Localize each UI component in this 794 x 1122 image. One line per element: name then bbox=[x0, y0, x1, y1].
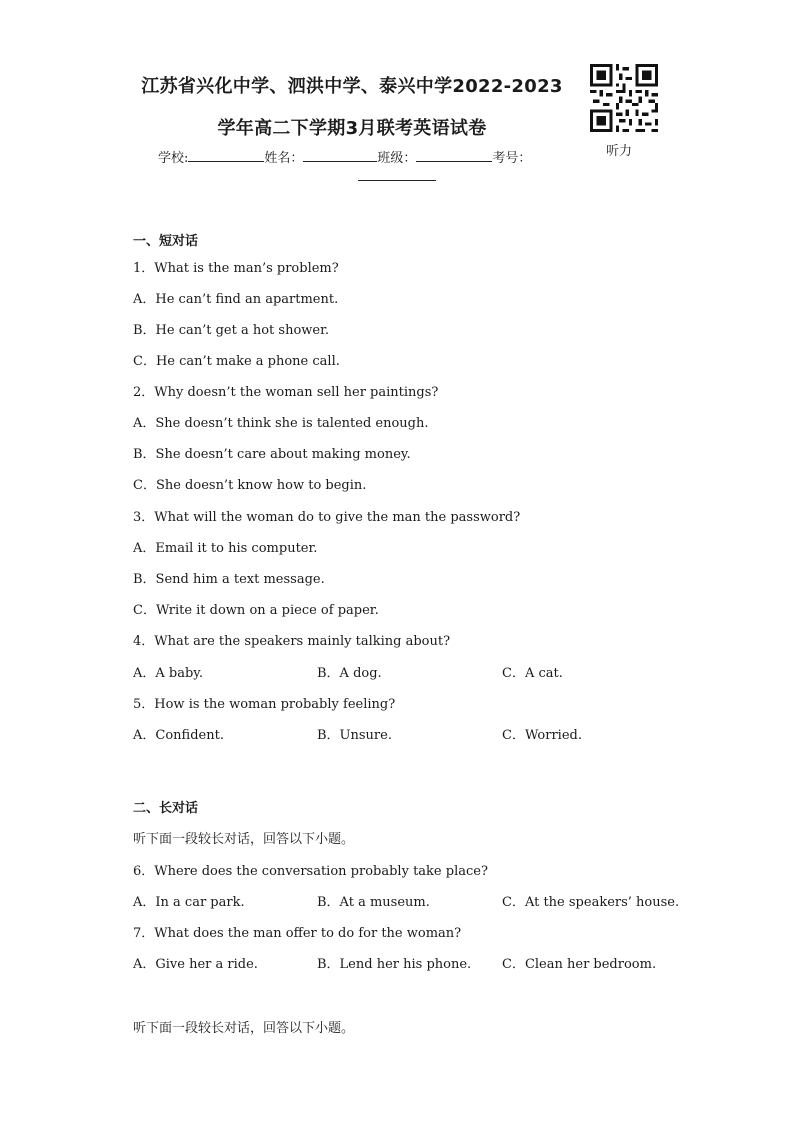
question-5: 5．How is the woman probably feeling? bbox=[133, 697, 396, 712]
section-1-heading: 一、短对话 bbox=[133, 234, 199, 249]
student-info-line bbox=[158, 147, 531, 166]
q1-option-b[interactable]: B．He can’t get a hot shower. bbox=[133, 323, 330, 338]
q6-option-b[interactable]: B．At a museum. bbox=[317, 895, 430, 910]
q2-option-a[interactable]: A．She doesn’t think she is talented enough. bbox=[133, 416, 429, 431]
q7-option-b[interactable]: B．Lend her his phone. bbox=[317, 957, 472, 972]
question-7: 7．What does the man offer to do for the woman? bbox=[133, 926, 462, 941]
q3-option-c[interactable]: C．Write it down on a piece of paper. bbox=[133, 603, 379, 618]
number-blank[interactable] bbox=[358, 180, 436, 181]
q4-option-c[interactable]: C．A cat. bbox=[502, 666, 563, 681]
q5-option-b[interactable]: B．Unsure. bbox=[317, 728, 392, 743]
school-blank[interactable] bbox=[188, 149, 264, 162]
q3-option-a[interactable]: A．Email it to his computer. bbox=[133, 541, 318, 556]
q5-options bbox=[133, 724, 693, 742]
class-blank[interactable] bbox=[416, 149, 492, 162]
question-1: 1．What is the man’s problem? bbox=[133, 261, 339, 276]
q5-option-c[interactable]: C．Worried. bbox=[502, 728, 582, 743]
section-2-heading: 二、长对话 bbox=[133, 801, 199, 816]
q6-option-c[interactable]: C．At the speakers’ house. bbox=[502, 895, 680, 910]
number-label: 考号： bbox=[492, 151, 532, 166]
qr-code-icon[interactable] bbox=[590, 64, 658, 132]
q7-option-c[interactable]: C．Clean her bedroom. bbox=[502, 957, 657, 972]
exam-title-line-2: 学年高二下学期3月联考英语试卷 bbox=[217, 118, 487, 139]
q6-options bbox=[133, 891, 693, 909]
q4-options bbox=[133, 662, 693, 680]
question-2: 2．Why doesn’t the woman sell her paintings? bbox=[133, 385, 439, 400]
name-label: 姓名： bbox=[264, 151, 304, 166]
q4-option-b[interactable]: B．A dog. bbox=[317, 666, 382, 681]
q4-option-a[interactable]: A．A baby. bbox=[133, 666, 204, 681]
q7-option-a[interactable]: A．Give her a ride. bbox=[133, 957, 258, 972]
exam-title-line-1: 江苏省兴化中学、泗洪中学、泰兴中学2022-2023 bbox=[141, 76, 563, 97]
q1-option-a[interactable]: A．He can’t find an apartment. bbox=[133, 292, 339, 307]
q3-option-b[interactable]: B．Send him a text message. bbox=[133, 572, 325, 587]
school-label: 学校: bbox=[158, 151, 189, 166]
q1-option-c[interactable]: C．He can’t make a phone call. bbox=[133, 354, 340, 369]
q6-option-a[interactable]: A．In a car park. bbox=[133, 895, 245, 910]
question-4: 4．What are the speakers mainly talking about? bbox=[133, 634, 451, 649]
q2-option-b[interactable]: B．She doesn’t care about making money. bbox=[133, 447, 411, 462]
name-blank[interactable] bbox=[303, 149, 377, 162]
question-3: 3．What will the woman do to give the man the password? bbox=[133, 510, 521, 525]
class-label: 班级： bbox=[377, 151, 417, 166]
section-2-intro-1: 听下面一段较长对话，回答以下小题。 bbox=[133, 832, 355, 847]
question-6: 6．Where does the conversation probably take place? bbox=[133, 864, 488, 879]
section-2-intro-2: 听下面一段较长对话，回答以下小题。 bbox=[133, 1021, 355, 1036]
q7-options bbox=[133, 953, 693, 971]
q5-option-a[interactable]: A．Confident. bbox=[133, 728, 224, 743]
qr-caption: 听力 bbox=[606, 144, 633, 159]
q2-option-c[interactable]: C．She doesn’t know how to begin. bbox=[133, 478, 367, 493]
